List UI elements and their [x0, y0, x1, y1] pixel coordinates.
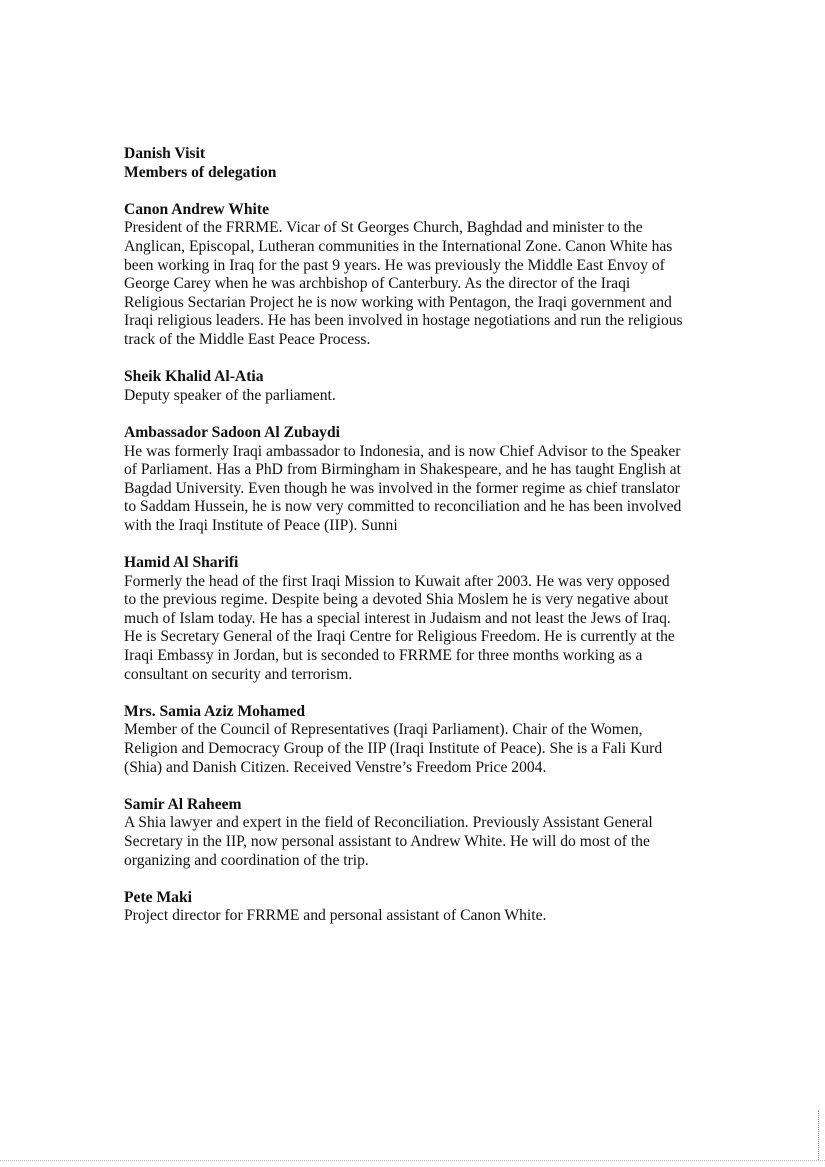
description-line: organizing and coordination of the trip. [124, 851, 369, 869]
member-entry [124, 368, 724, 405]
description-line: Deputy speaker of the parliament. [124, 386, 336, 404]
member-entry [124, 424, 724, 536]
member-name: Pete Maki [124, 888, 192, 906]
description-line: with the Iraqi Institute of Peace (IIP). Sunni [124, 516, 398, 534]
description-line: He was formerly Iraqi ambassador to Indonesia, and is now Chief Advisor to the Speaker [124, 442, 681, 460]
description-line: Bagdad University. Even though he was involved in the former regime as chief translator [124, 479, 680, 497]
member-name: Ambassador Sadoon Al Zubaydi [124, 423, 340, 441]
member-entry [124, 796, 724, 870]
member-entry [124, 703, 724, 777]
member-entry [124, 201, 724, 350]
description-line: much of Islam today. He has a special interest in Judaism and not least the Jews of Iraq. [124, 609, 671, 627]
description-line: Iraqi religious leaders. He has been involved in hostage negotiations and run the religious [124, 312, 683, 330]
member-name: Samir Al Raheem [124, 795, 242, 813]
scan-edge-bottom [0, 1160, 825, 1161]
member-description [124, 443, 724, 536]
member-name: Mrs. Samia Aziz Mohamed [124, 702, 306, 720]
description-line: Member of the Council of Representatives (Iraqi Parliament). Chair of the Women, [124, 721, 643, 739]
description-line: Anglican, Episcopal, Lutheran communities in the International Zone. Canon White has [124, 237, 673, 255]
description-line: consultant on security and terrorism. [124, 665, 353, 683]
member-description [124, 219, 724, 349]
member-name: Hamid Al Sharifi [124, 554, 239, 572]
member-description [124, 907, 724, 926]
description-line: President of the FRRME. Vicar of St Georges Church, Baghdad and minister to the [124, 219, 643, 237]
description-line: to Saddam Hussein, he is now very committed to reconciliation and he has been involved [124, 498, 682, 516]
document-title: Danish Visit [124, 145, 206, 162]
description-line: track of the Middle East Peace Process. [124, 330, 371, 348]
member-description [124, 387, 724, 406]
description-line: Religious Sectarian Project he is now working with Pentagon, the Iraqi government and [124, 293, 672, 311]
document-body [124, 145, 724, 926]
description-line: Project director for FRRME and personal assistant of Canon White. [124, 907, 547, 925]
description-line: Secretary in the IIP, now personal assistant to Andrew White. He will do most of the [124, 832, 650, 850]
member-description [124, 573, 724, 685]
description-line: George Carey when he was archbishop of Canterbury. As the director of the Iraqi [124, 275, 631, 293]
document-subtitle: Members of delegation [124, 163, 277, 181]
description-line: (Shia) and Danish Citizen. Received Venstre’s Freedom Price 2004. [124, 758, 547, 776]
description-line: Formerly the head of the first Iraqi Mission to Kuwait after 2003. He was very opposed [124, 572, 670, 590]
member-name: Canon Andrew White [124, 200, 269, 218]
description-line: Iraqi Embassy in Jordan, but is seconded to FRRME for three months working as a [124, 647, 643, 665]
member-entry [124, 554, 724, 684]
scan-edge-right [818, 1110, 819, 1160]
member-description [124, 814, 724, 870]
description-line: Religion and Democracy Group of the IIP (Iraqi Institute of Peace). She is a Fali Kurd [124, 740, 663, 757]
description-line: been working in Iraq for the past 9 years. He was previously the Middle East Envoy of [124, 256, 665, 274]
member-entry [124, 889, 724, 926]
description-line: of Parliament. Has a PhD from Birmingham in Shakespeare, and he has taught English at [124, 461, 681, 479]
member-name: Sheik Khalid Al-Atia [124, 368, 264, 386]
description-line: A Shia lawyer and expert in the field of Reconciliation. Previously Assistant General [124, 814, 653, 832]
description-line: to the previous regime. Despite being a devoted Shia Moslem he is very negative about [124, 591, 669, 609]
member-description [124, 721, 724, 777]
description-line: He is Secretary General of the Iraqi Centre for Religious Freedom. He is currently at the [124, 628, 675, 646]
